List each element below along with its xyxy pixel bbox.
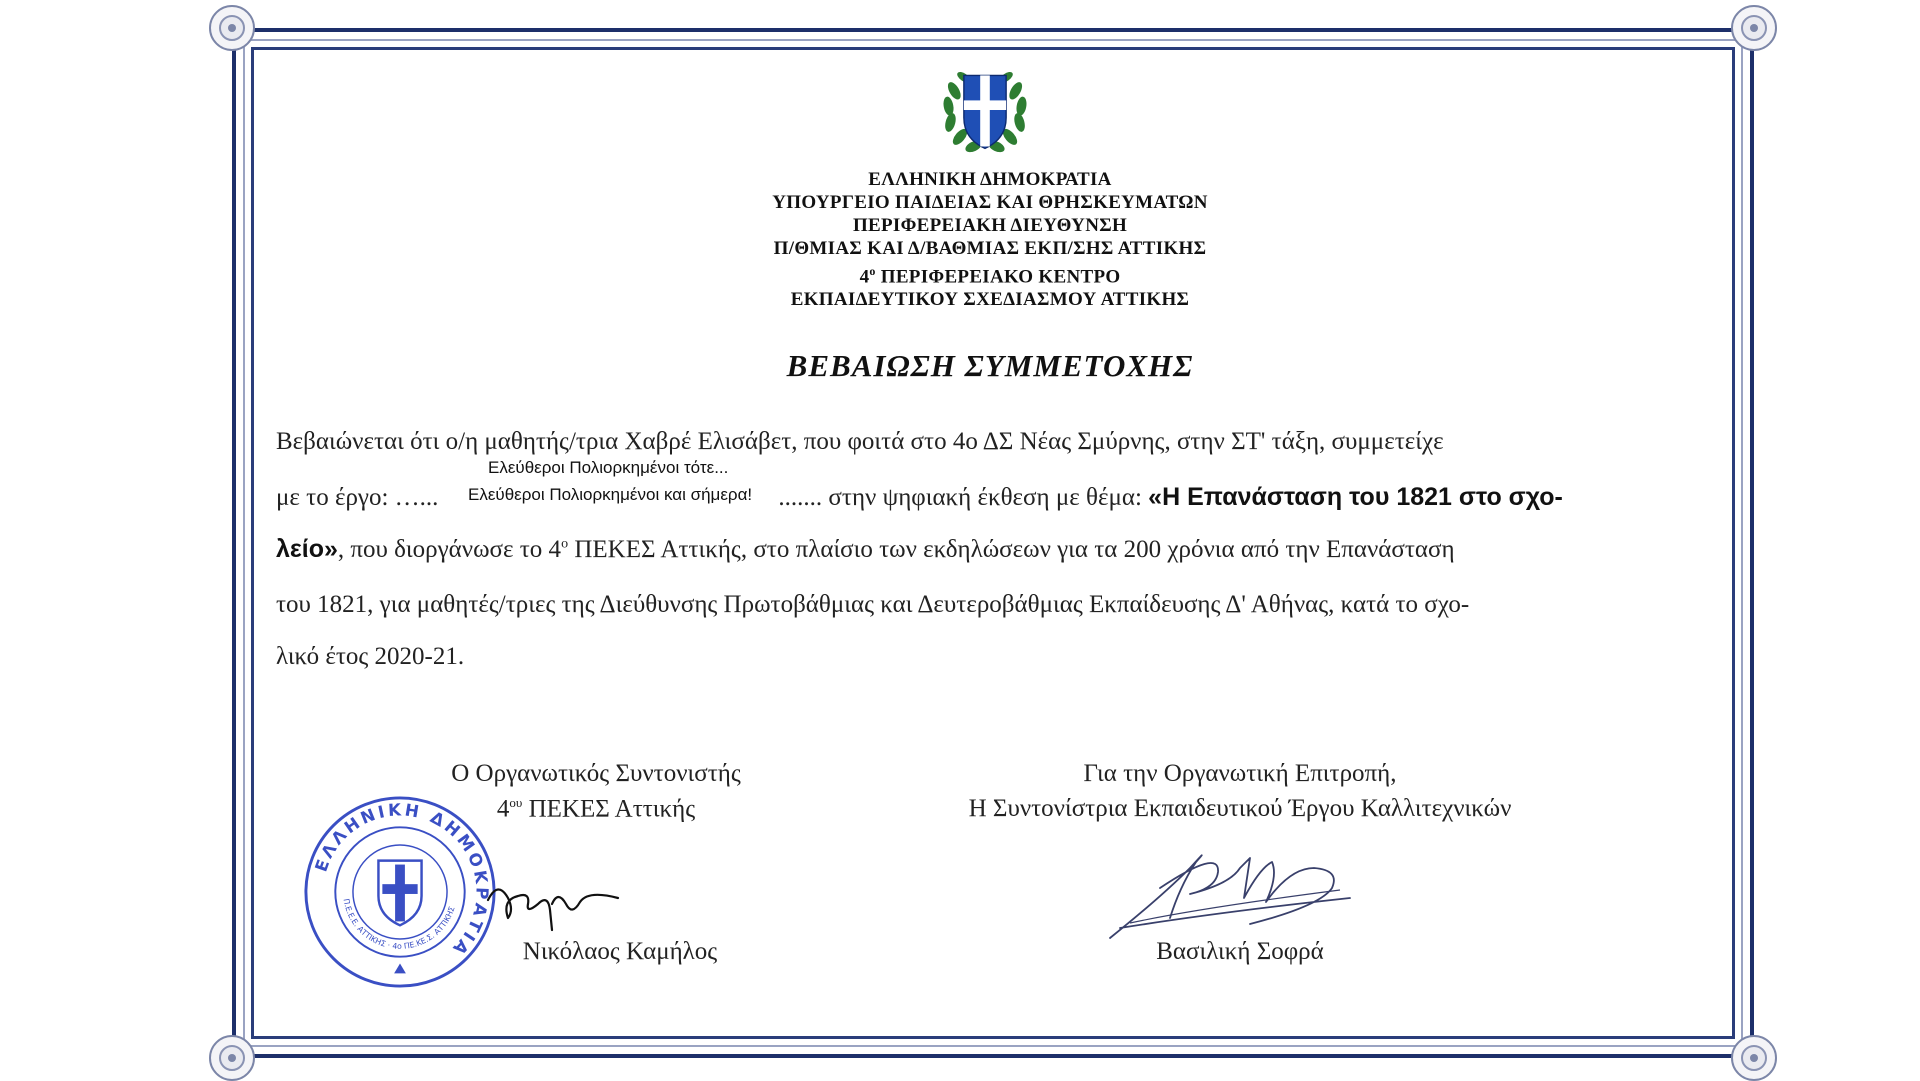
left-signatory-name: Νικόλαος Καμήλος: [522, 938, 718, 965]
work-title-line-2: Ελεύθεροι Πολιορκημένοι και σήμερα!: [468, 485, 753, 504]
header-line-education-levels: Π/ΘΜΙΑΣ ΚΑΙ Δ/ΒΑΘΜΙΑΣ ΕΚΠ/ΣΗΣ ΑΤΤΙΚΗΣ: [773, 238, 1207, 259]
svg-text:ΕΛΛΗΝΙΚΗ ΔΗΜΟΚΡΑΤΙΑ: ΕΛΛΗΝΙΚΗ ΔΗΜΟΚΡΑΤΙΑ: [311, 800, 492, 961]
header-line-planning: ΕΚΠΑΙΔΕΥΤΙΚΟΥ ΣΧΕΔΙΑΣΜΟΥ ΑΤΤΙΚΗΣ: [790, 289, 1190, 311]
header-line-ministry: ΥΠΟΥΡΓΕΙΟ ΠΑΙΔΕΙΑΣ ΚΑΙ ΘΡΗΣΚΕΥΜΑΤΩΝ: [772, 192, 1208, 213]
exhibition-theme-end: λείο»: [276, 535, 338, 563]
left-handwritten-signature: [478, 860, 628, 940]
header-line-center: $4^o$ ΠΕΡΙΦΕΡΕΙΑΚΟ ΚΕΝΤΡΟ: [859, 264, 1121, 288]
header-line-regional-directorate: ΠΕΡΙΦΕΡΕΙΑΚΗ ΔΙΕΥΘΥΝΣΗ: [852, 215, 1128, 236]
body-line-2-prefix: με το έργο: …...: [276, 484, 439, 511]
official-stamp-icon: [302, 794, 498, 990]
right-signatory-name: Βασιλική Σοφρά: [1156, 938, 1324, 965]
left-signatory-role-line-1: Ο Οργανωτικός Συντονιστής: [451, 760, 741, 787]
corner-ornament-top-right: [1731, 5, 1777, 51]
body-line-1: Βεβαιώνεται ότι ο/η μαθητής/τρια Χαβρέ Ελισάβετ, που φοιτά στο 4ο ΔΣ Νέας Σμύρνης, στην ΣΤ' τάξη, συμμετείχε: [276, 428, 1444, 455]
header-line-republic: ΕΛΛΗΝΙΚΗ ΔΗΜΟΚΡΑΤΙΑ: [868, 169, 1112, 190]
right-signatory-role-line-1: Για την Οργανωτική Επιτροπή,: [1083, 760, 1397, 787]
body-line-2-dots: .......: [778, 484, 823, 511]
body-line-2: [276, 483, 1706, 512]
body-line-4: του 1821, για μαθητές/τριες της Διεύθυνσης Πρωτοβάθμιας και Δευτεροβάθμιας Εκπαίδευσης Δ' Αθήνας, κατά το σχο-: [276, 591, 1470, 618]
work-title-line-1: Ελεύθεροι Πολιορκημένοι τότε...: [488, 458, 729, 477]
right-signatory-role-line-2: Η Συντονίστρια Εκπαιδευτικού Έργου Καλλιτεχνικών: [968, 795, 1512, 822]
body-line-2-middle: στην ψηφιακή έκθεση με θέμα:: [822, 484, 1149, 511]
left-signatory-role-line-2: $4^{o\upsilon}$ ΠΕΚΕΣ Αττικής: [496, 795, 696, 823]
corner-ornament-bottom-right: [1731, 1035, 1777, 1081]
body-line-3: [276, 535, 1706, 564]
corner-ornament-bottom-left: [209, 1035, 255, 1081]
exhibition-theme: «Η Επανάσταση του 1821 στο σχο-: [1148, 483, 1563, 511]
corner-ornament-top-left: [209, 5, 255, 51]
greek-coat-of-arms-icon: [937, 62, 1033, 158]
issuing-authority-header: [640, 168, 1340, 311]
body-line-3-rest: , που διοργάνωσε το $4^o$ ΠΕΚΕΣ Αττικής, στο πλαίσιο των εκδηλώσεων για τα 200 χρόνια από την Επανάσταση: [337, 536, 1455, 563]
right-handwritten-signature: [1100, 828, 1370, 948]
svg-text:Π.Ε.Ε.Ε. ΑΤΤΙΚΗΣ · 4ο ΠΕ.ΚΕ.Σ.: Π.Ε.Ε.Ε. ΑΤΤΙΚΗΣ · 4ο ΠΕ.ΚΕ.Σ. ΑΤΤΙΚΗΣ: [341, 897, 457, 951]
certificate-title: ΒΕΒΑΙΩΣΗ ΣΥΜΜΕΤΟΧΗΣ: [786, 348, 1194, 383]
body-line-5: λικό έτος 2020-21.: [276, 643, 465, 670]
